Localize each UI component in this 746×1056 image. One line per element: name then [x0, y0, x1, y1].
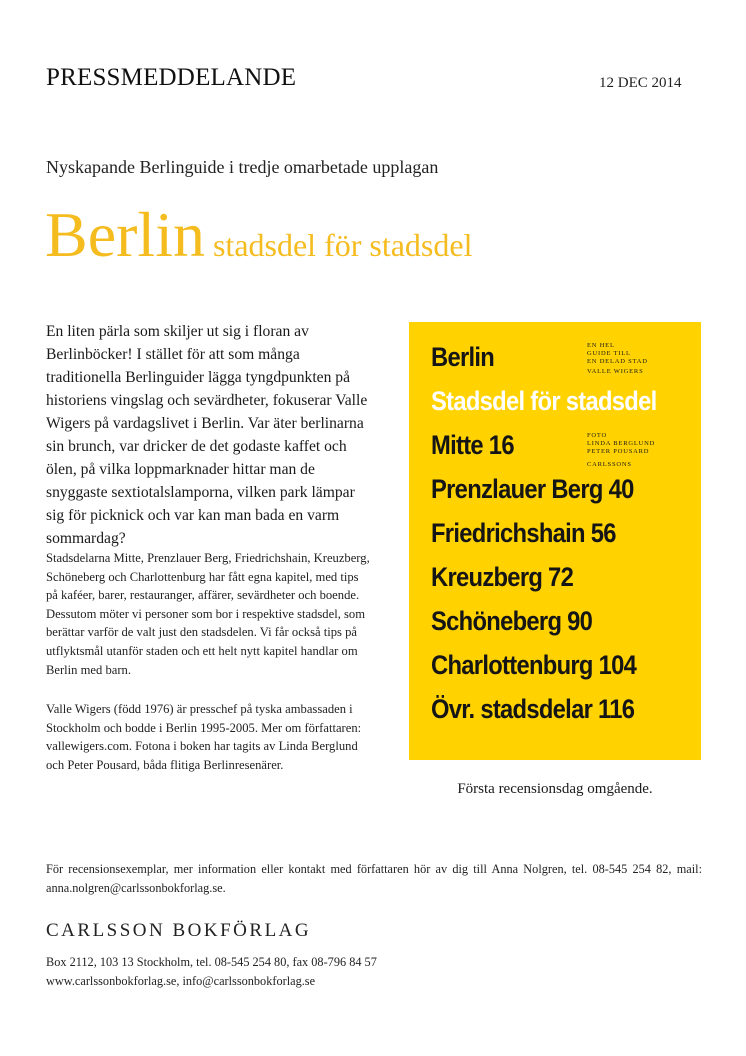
- cover-line-friedrichshain: Friedrichshain 56: [431, 518, 616, 548]
- address-line: Box 2112, 103 13 Stockholm, tel. 08-545 254 80, fax 08-796 84 57: [46, 955, 377, 969]
- headline-main: Berlin: [45, 199, 205, 270]
- book-cover: [409, 322, 701, 760]
- cover-publisher: CARLSSONS: [587, 461, 632, 468]
- cover-line-prenzlauer-berg: Prenzlauer Berg 40: [431, 474, 634, 504]
- cover-line-other-districts: Övr. stadsdelar 116: [431, 694, 635, 724]
- body-paragraph-districts: Stadsdelarna Mitte, Prenzlauer Berg, Friedrichshain, Kreuzberg, Schöneberg och Charlottenburg har fått egna kapitel, med tips på kaféer, barer, restauranger, affärer, sevärdheter och boende. Dessutom möter vi personer som bor i respektive stadsdel, som berättar varför de valt just den stadsdelen. Vi får också tips på utflyktsmål utanför staden och ett helt nytt kapitel handlar om Berlin med barn.: [46, 551, 370, 677]
- cover-author: VALLE WIGERS: [587, 368, 644, 375]
- cover-line-title: Berlin: [431, 342, 495, 372]
- cover-line-charlottenburg: Charlottenburg 104: [431, 650, 637, 680]
- body-paragraph-author: Valle Wigers (född 1976) är presschef på tyska ambassaden i Stockholm och bodde i Berlin 1995-2005. Mer om författaren: vallewigers.com. Fotona i boken har tagits av Linda Berglund och Peter Pousard, båda flitiga Berlinresenärer.: [46, 702, 362, 772]
- cover-line-kreuzberg: Kreuzberg 72: [431, 562, 574, 592]
- subheading: Nyskapande Berlinguide i tredje omarbetade upplagan: [46, 157, 439, 177]
- publisher-name: CARLSSON BOKFÖRLAG: [46, 920, 312, 941]
- contact-info: För recensionsexemplar, mer information eller kontakt med författaren hör av dig till Anna Nolgren, tel. 08-545 254 82, mail: anna.nolgren@carlssonbokforlag.se.: [46, 862, 702, 895]
- document-type: PRESSMEDDELANDE: [46, 64, 297, 91]
- cover-line-schoneberg: Schöneberg 90: [431, 606, 593, 636]
- cover-line-subtitle: Stadsdel för stadsdel: [431, 386, 657, 416]
- headline: [45, 200, 472, 280]
- cover-photo-credit: FOTO LINDA BERGLUND PETER POUSARD: [587, 432, 656, 455]
- release-date: 12 DEC 2014: [599, 75, 682, 91]
- intro-paragraph: En liten pärla som skiljer ut sig i floran av Berlinböcker! I stället för att som många traditionella Berlinguider lägga tyngdpunkten på historiens vingslag och sevärdheter, fokuserar Valle Wigers på vardagslivet i Berlin. Var äter berlinarna sin brunch, var dricker de det godaste kaffet och ölen, på vilka loppmarknader hittar man de snyggaste sextiotalslamporna, vilken park lämpar sig för picknick och var kan man bada en varm sommardag?: [46, 323, 368, 547]
- cover-tagline: EN HEL GUIDE TILL EN DELAD STAD: [587, 342, 648, 365]
- cover-line-mitte: Mitte 16: [431, 430, 514, 460]
- headline-sub: stadsdel för stadsdel: [212, 227, 473, 263]
- publisher-address: [46, 953, 377, 991]
- web-email-line: www.carlssonbokforlag.se, info@carlssonbokforlag.se: [46, 974, 316, 988]
- review-date-caption: Första recensionsdag omgående.: [457, 781, 653, 797]
